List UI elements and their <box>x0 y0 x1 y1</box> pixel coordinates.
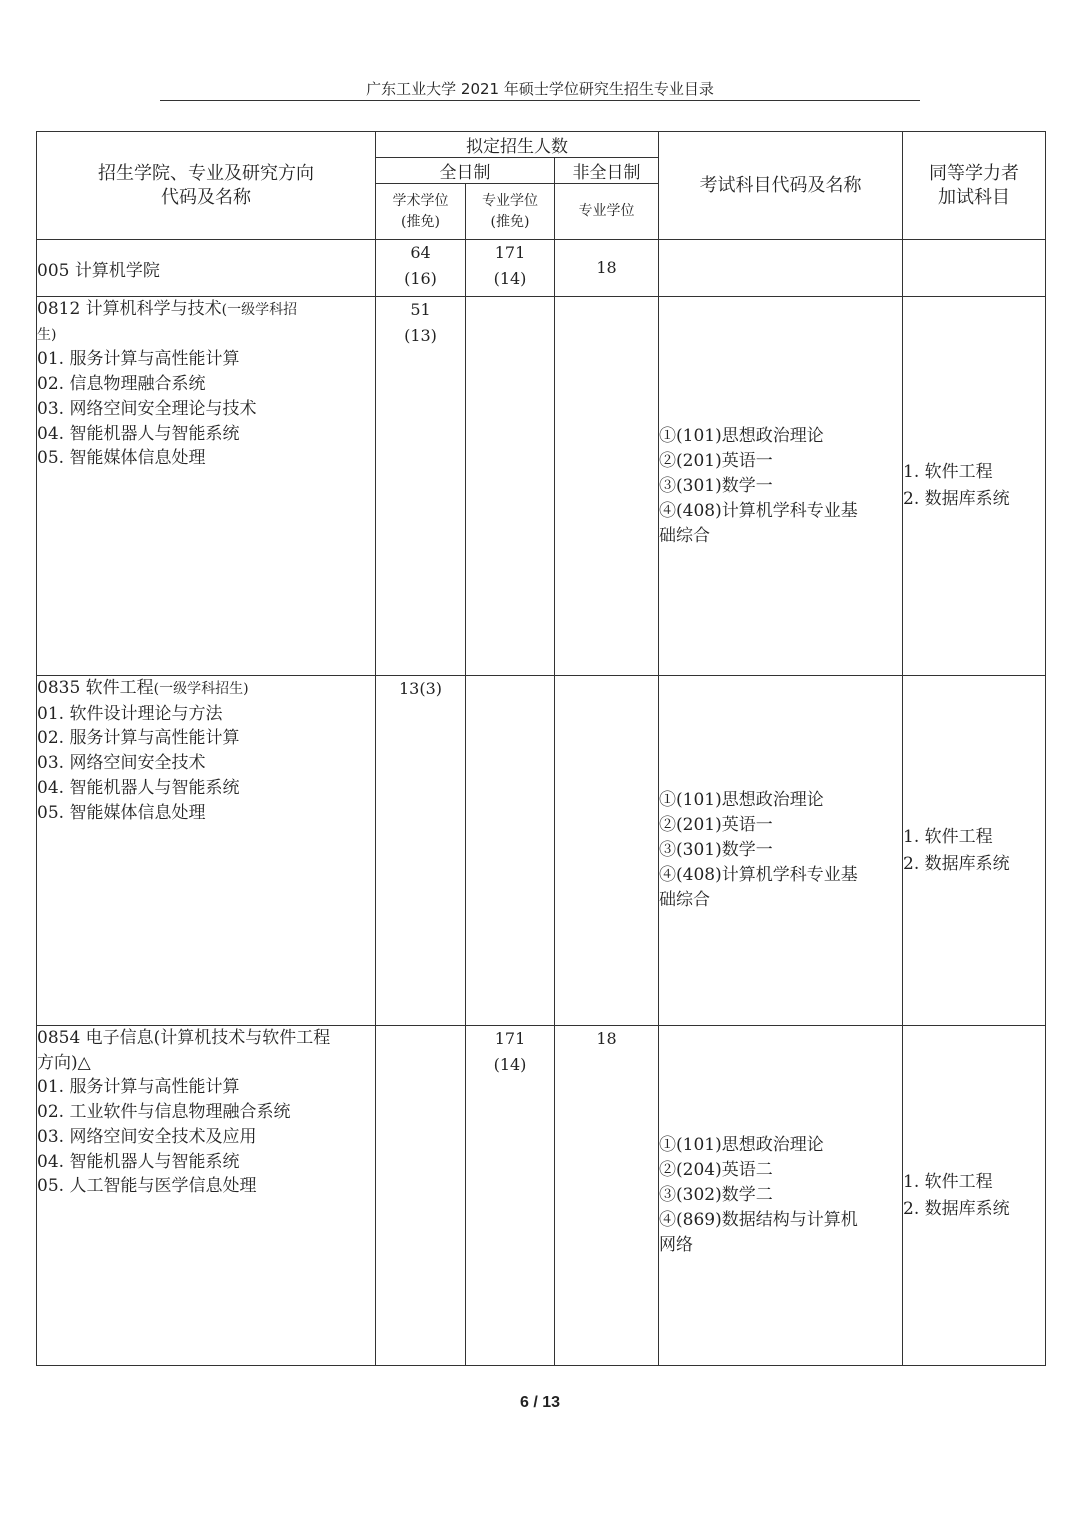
major-professional-count <box>466 1026 555 1366</box>
direction-item: 02. 服务计算与高性能计算 <box>37 728 240 749</box>
enrollment-catalog-table <box>36 131 1046 1366</box>
major-equivalent-subjects <box>903 676 1046 1026</box>
header-professional-line1: 专业学位 <box>482 192 538 209</box>
direction-item: 01. 服务计算与高性能计算 <box>37 349 240 370</box>
major-equivalent-subjects <box>903 297 1046 676</box>
page-number <box>0 1394 1080 1412</box>
direction-item: 02. 工业软件与信息物理融合系统 <box>37 1102 291 1123</box>
exam-item: ①(101)思想政治理论 <box>659 1135 824 1155</box>
page-current: 6 <box>519 1394 529 1411</box>
exam-item: 网络 <box>659 1235 694 1255</box>
major-note-cont: 生) <box>37 326 57 343</box>
exam-item: ②(201)英语一 <box>659 450 773 471</box>
major-info-0854 <box>37 1026 376 1366</box>
equivalent-item: 1. 软件工程 <box>903 462 993 482</box>
header-planned-enrollment: 拟定招生人数 <box>376 132 659 158</box>
college-academic-value: 64 <box>410 243 431 262</box>
header-academic-line2: (推免) <box>401 213 440 230</box>
equivalent-item: 2. 数据库系统 <box>903 853 1010 874</box>
page-total: 13 <box>542 1394 561 1411</box>
major-professional-exempt: (14) <box>493 1055 527 1074</box>
page-separator: / <box>533 1394 538 1411</box>
major-title-line <box>37 297 375 323</box>
exam-item: 础综合 <box>659 525 711 546</box>
major-exam-subjects <box>659 676 903 1026</box>
major-professional-count <box>466 676 555 1026</box>
direction-item: 04. 智能机器人与智能系统 <box>37 777 240 798</box>
header-professional-degree <box>466 184 555 240</box>
direction-item: 01. 服务计算与高性能计算 <box>37 1077 240 1098</box>
major-title-cont: 方向)△ <box>37 1052 91 1073</box>
header-academic-degree <box>376 184 466 240</box>
major-note: (一级学科招生) <box>153 681 249 697</box>
major-exam-subjects <box>659 1026 903 1366</box>
college-professional-count <box>466 240 555 297</box>
header-academic-line1: 学术学位 <box>392 192 449 209</box>
college-exam-cell <box>659 240 903 297</box>
major-academic-value: 51 <box>410 300 431 319</box>
exam-item: ④(869)数据结构与计算机 <box>659 1210 858 1230</box>
direction-item: 04. 智能机器人与智能系统 <box>37 1151 240 1172</box>
major-part-time-count <box>555 676 659 1026</box>
major-academic-count: 13(3) <box>376 676 466 1026</box>
header-equivalent-line2: 加试科目 <box>938 186 1011 208</box>
direction-item: 04. 智能机器人与智能系统 <box>37 423 240 444</box>
equivalent-item: 1. 软件工程 <box>903 1171 993 1192</box>
major-equivalent-subjects <box>903 1026 1046 1366</box>
major-info-0812 <box>37 297 376 676</box>
college-name: 005 计算机学院 <box>37 240 376 297</box>
direction-item: 03. 网络空间安全理论与技术 <box>37 398 257 419</box>
major-title-line <box>37 676 375 702</box>
header-part-time: 非全日制 <box>555 158 659 184</box>
exam-item: ①(101)思想政治理论 <box>659 425 824 446</box>
exam-item: ④(408)计算机学科专业基 <box>659 500 858 521</box>
major-title: 0854 电子信息(计算机技术与软件工程 <box>37 1028 331 1048</box>
header-equivalent <box>903 132 1046 240</box>
major-part-time-count <box>555 297 659 676</box>
exam-item: ②(201)英语一 <box>659 815 773 835</box>
exam-item: 础综合 <box>659 890 711 910</box>
major-exam-subjects <box>659 297 903 676</box>
major-note: (一级学科招 <box>221 302 298 318</box>
exam-item: ③(301)数学一 <box>659 840 773 860</box>
major-academic-count <box>376 297 466 676</box>
equivalent-item: 2. 数据库系统 <box>903 1198 1010 1219</box>
header-equivalent-line1: 同等学力者 <box>929 162 1020 184</box>
header-college-major-line2: 代码及名称 <box>161 186 251 208</box>
header-college-major <box>37 132 376 240</box>
major-title: 0812 计算机科学与技术 <box>37 299 222 319</box>
direction-item: 05. 智能媒体信息处理 <box>37 448 206 469</box>
direction-item: 03. 网络空间安全技术 <box>37 753 206 774</box>
direction-item: 01. 软件设计理论与方法 <box>37 703 223 724</box>
college-equivalent-cell <box>903 240 1046 297</box>
direction-item: 05. 智能媒体信息处理 <box>37 802 206 823</box>
major-info-0835 <box>37 676 376 1026</box>
exam-item: ②(204)英语二 <box>659 1160 773 1180</box>
college-professional-value: 171 <box>494 243 526 262</box>
college-part-time-count: 18 <box>555 240 659 297</box>
major-part-time-count: 18 <box>555 1026 659 1366</box>
major-title: 0835 软件工程 <box>37 678 154 698</box>
header-part-time-professional: 专业学位 <box>555 184 659 240</box>
exam-item: ③(302)数学二 <box>659 1185 773 1205</box>
header-professional-line2: (推免) <box>490 213 530 230</box>
exam-item: ④(408)计算机学科专业基 <box>659 865 858 885</box>
major-academic-exempt: (13) <box>404 326 437 345</box>
exam-item: ③(301)数学一 <box>659 475 773 496</box>
header-exam-subjects: 考试科目代码及名称 <box>659 132 903 240</box>
header-full-time: 全日制 <box>376 158 555 184</box>
college-row <box>37 240 1046 297</box>
major-professional-count <box>466 297 555 676</box>
page-header <box>160 76 920 101</box>
major-academic-count <box>376 1026 466 1366</box>
equivalent-item: 2. 数据库系统 <box>903 489 1010 509</box>
direction-item: 02. 信息物理融合系统 <box>37 374 206 395</box>
exam-item: ①(101)思想政治理论 <box>659 790 824 810</box>
header-row-1 <box>37 132 1046 158</box>
table-row <box>37 676 1046 1026</box>
document-title: 广东工业大学 2021 年硕士学位研究生招生专业目录 <box>366 80 714 98</box>
direction-item: 03. 网络空间安全技术及应用 <box>37 1126 257 1147</box>
table-row <box>37 1026 1046 1366</box>
college-academic-count <box>376 240 466 297</box>
college-academic-exempt: (16) <box>404 269 437 288</box>
equivalent-item: 1. 软件工程 <box>903 826 993 847</box>
table-row <box>37 297 1046 676</box>
header-college-major-line1: 招生学院、专业及研究方向 <box>98 162 314 184</box>
major-professional-value: 171 <box>494 1029 526 1048</box>
college-professional-exempt: (14) <box>493 269 527 288</box>
direction-item: 05. 人工智能与医学信息处理 <box>37 1176 257 1197</box>
